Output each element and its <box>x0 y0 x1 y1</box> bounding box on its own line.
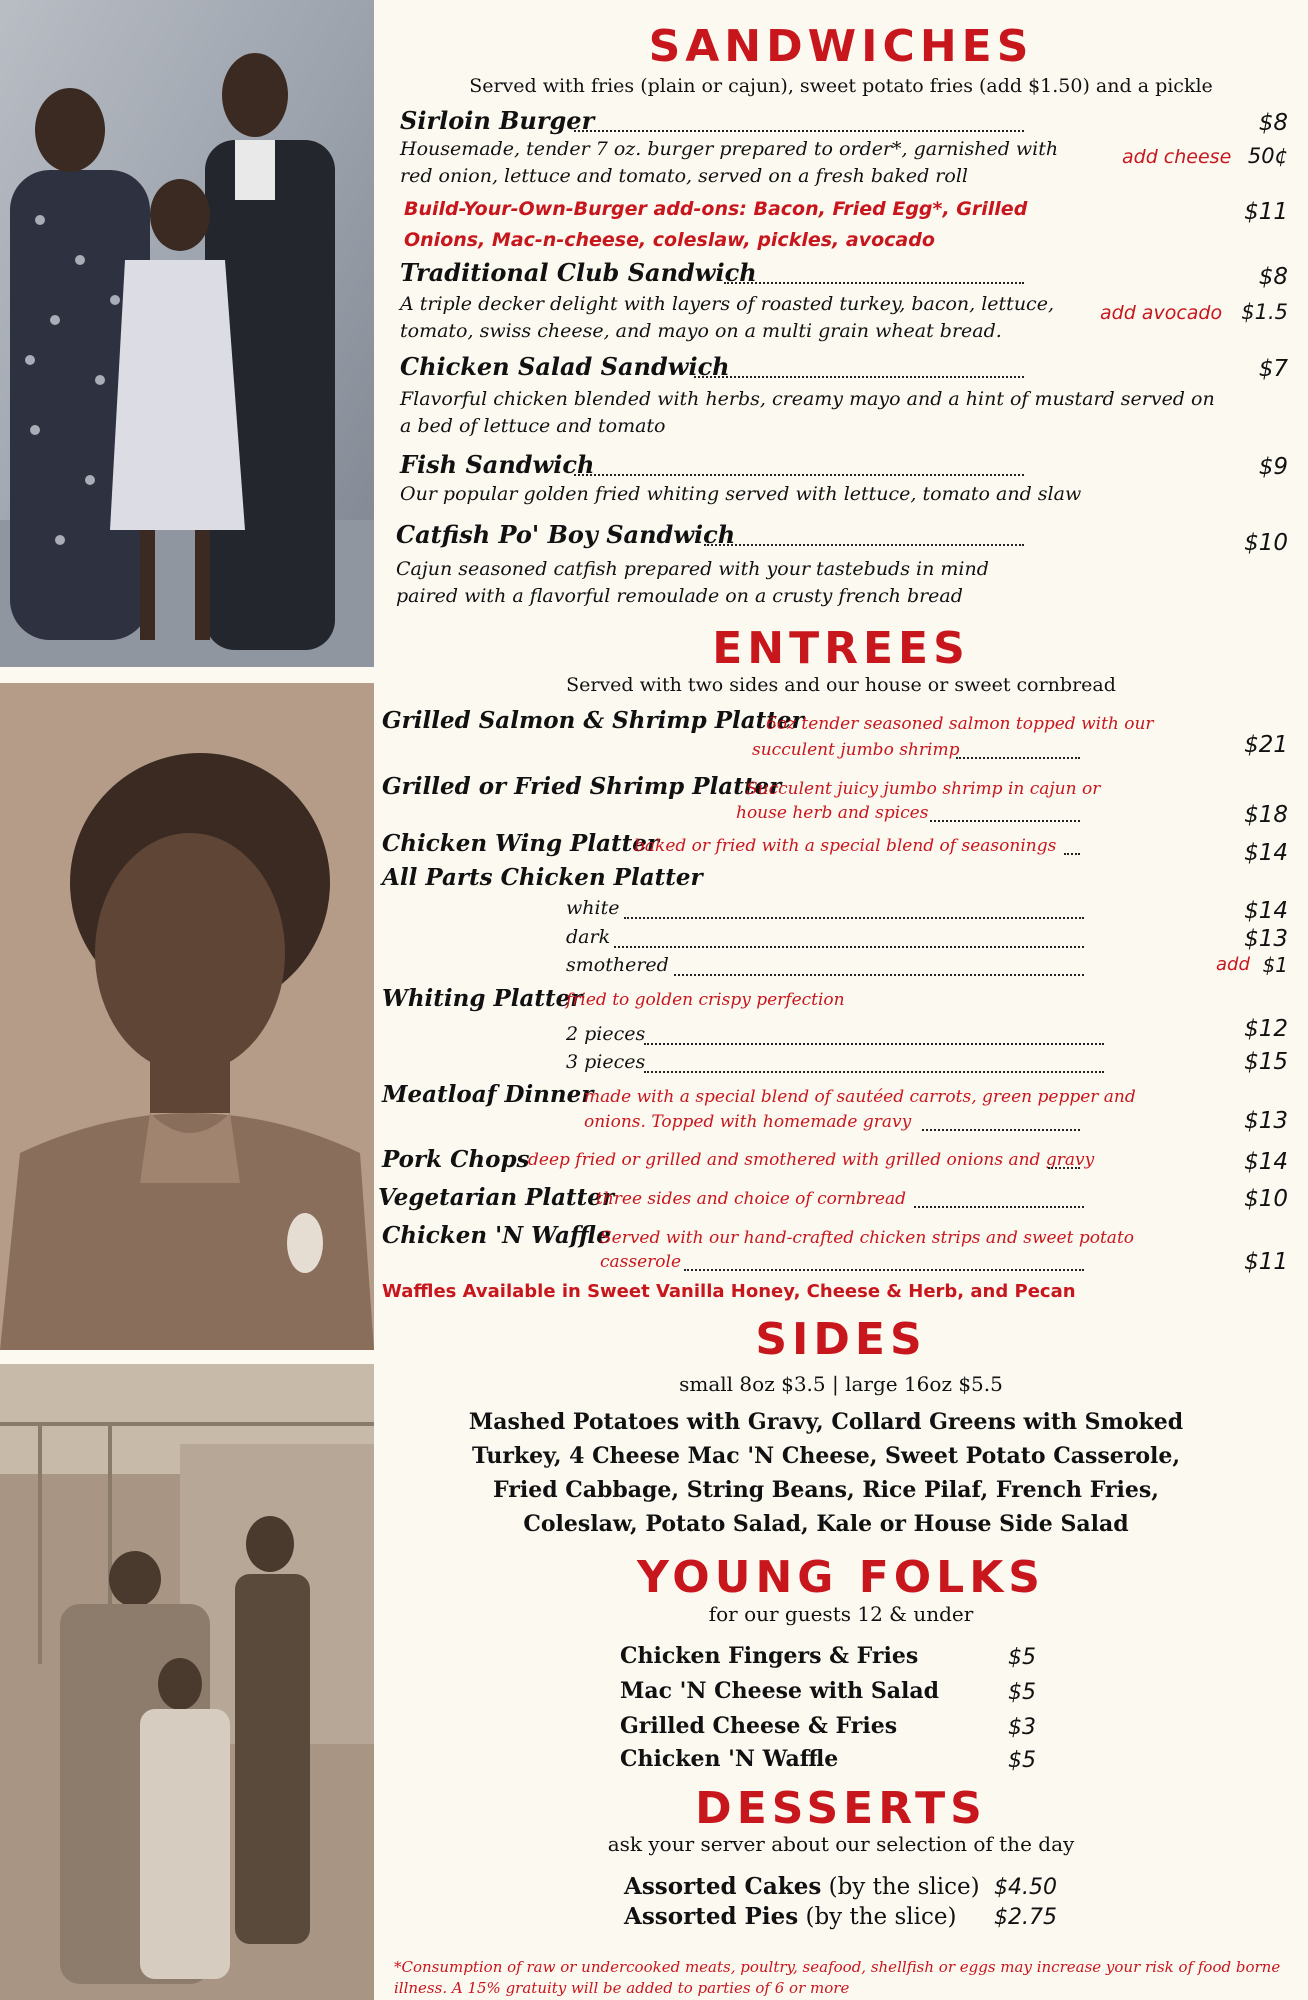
pork-chops-price: $14 <box>1244 1149 1288 1175</box>
salmon-shrimp-desc: 6oz tender seasoned salmon topped with our <box>766 714 1154 734</box>
desserts-subtitle: ask your server about our selection of the day <box>607 1832 1075 1856</box>
sandwiches-subtitle: Served with fries (plain or cajun), sweet potato fries (add $1.50) and a pickle <box>469 75 1213 97</box>
young-folks-subtitle: for our guests 12 & under <box>708 1602 974 1626</box>
chicken-waffle-desc: Served with our hand-crafted chicken strips and sweet potato <box>600 1228 1135 1248</box>
chicken-salad-desc: Flavorful chicken blended with herbs, creamy mayo and a hint of mustard served on a bed of lettuce and tomato <box>400 388 1215 437</box>
salmon-shrimp-desc-2: succulent jumbo shrimp <box>752 740 960 760</box>
three-pieces-option: 3 pieces <box>566 1051 646 1073</box>
leader-dots <box>922 1129 1080 1131</box>
couple-photo <box>0 1364 374 2000</box>
dessert-item <box>624 1873 980 1900</box>
white-option: white <box>566 897 620 919</box>
white-price: $14 <box>1244 898 1288 924</box>
meatloaf-desc: made with a special blend of sautéed carrots, green pepper and <box>584 1087 1136 1107</box>
whiting-platter-name: Whiting Platter <box>382 985 583 1012</box>
family-photo <box>0 0 374 667</box>
whiting-platter-desc: fried to golden crispy perfection <box>566 990 845 1010</box>
chicken-wing-price: $14 <box>1244 840 1288 866</box>
two-pieces-price: $12 <box>1244 1016 1288 1042</box>
chicken-waffle-desc-2: casserole <box>600 1252 682 1272</box>
dark-option: dark <box>566 926 611 948</box>
salmon-shrimp-price: $21 <box>1244 732 1288 758</box>
young-folks-title: YOUNG FOLKS <box>637 1552 1045 1603</box>
smothered-option: smothered <box>566 954 669 976</box>
dessert-note: (by the slice) <box>805 1904 957 1930</box>
dark-price: $13 <box>1244 926 1288 952</box>
sides-title: SIDES <box>755 1314 927 1365</box>
kids-item-price: $5 <box>1008 1645 1036 1670</box>
leader-dots <box>1048 1167 1080 1169</box>
entrees-title: ENTREES <box>712 623 970 674</box>
leader-dots <box>674 974 1084 976</box>
add-avocado-label: add avocado <box>1100 302 1223 324</box>
leader-dots <box>724 282 1024 284</box>
vegetarian-platter-price: $10 <box>1244 1186 1288 1212</box>
shrimp-platter-name: Grilled or Fried Shrimp Platter <box>382 773 782 800</box>
meatloaf-desc-2: onions. Topped with homemade gravy <box>584 1112 912 1132</box>
leader-dots <box>684 1269 1084 1271</box>
chicken-wing-desc: baked or fried with a special blend of seasonings <box>634 836 1057 856</box>
fish-sandwich-name: Fish Sandwich <box>400 450 595 479</box>
chicken-salad-name: Chicken Salad Sandwich <box>400 352 730 381</box>
shrimp-platter-desc: Succulent juicy jumbo shrimp in cajun or <box>746 779 1101 799</box>
fish-sandwich-desc: Our popular golden fried whiting served with lettuce, tomato and slaw <box>400 483 1082 505</box>
leader-dots <box>644 1043 1104 1045</box>
vegetarian-platter-name: Vegetarian Platter <box>378 1184 615 1211</box>
kids-item-price: $3 <box>1008 1715 1036 1740</box>
sandwiches-title: SANDWICHES <box>648 21 1034 72</box>
kids-item-name: Grilled Cheese & Fries <box>620 1713 898 1739</box>
dessert-name: Assorted Cakes <box>624 1873 822 1900</box>
sides-list: Mashed Potatoes with Gravy, Collard Greens with Smoked Turkey, 4 Cheese Mac 'N Cheese, Sweet Potato Casserole, Fried Cabbage, String Beans, Rice Pilaf, French Fries, Coleslaw, Potato Salad, Kale or House Side Salad <box>468 1409 1184 1537</box>
sirloin-burger-name: Sirloin Burger <box>400 106 595 135</box>
desserts-title: DESSERTS <box>695 1783 987 1834</box>
footnote: *Consumption of raw or undercooked meats, poultry, seafood, shellfish or eggs may increase your risk of food borne illness. A 15% gratuity will be added to parties of 6 or more <box>394 1958 1281 1997</box>
kids-item-name: Chicken Fingers & Fries <box>620 1643 919 1669</box>
meatloaf-price: $13 <box>1244 1108 1288 1134</box>
catfish-poboy-price: $10 <box>1244 530 1288 556</box>
kids-item-name: Mac 'N Cheese with Salad <box>620 1678 939 1704</box>
leader-dots <box>694 376 1024 378</box>
leader-dots <box>914 1206 1084 1208</box>
add-cheese-label: add cheese <box>1122 146 1232 168</box>
leader-dots <box>1064 853 1080 855</box>
chicken-waffle-name: Chicken 'N Waffle <box>382 1222 611 1249</box>
dessert-note: (by the slice) <box>828 1874 980 1900</box>
sirloin-burger-price: $8 <box>1258 110 1288 136</box>
leader-dots <box>956 757 1080 759</box>
kids-item-price: $5 <box>1008 1680 1036 1705</box>
meatloaf-name: Meatloaf Dinner <box>382 1081 594 1108</box>
chicken-salad-price: $7 <box>1258 356 1288 382</box>
catfish-poboy-name: Catfish Po' Boy Sandwich <box>396 520 736 549</box>
pork-chops-name: Pork Chops <box>382 1146 530 1173</box>
pork-chops-desc: deep fried or grilled and smothered with grilled onions and gravy <box>528 1150 1095 1170</box>
dessert-price: $4.50 <box>994 1875 1057 1900</box>
club-sandwich-desc: A triple decker delight with layers of roasted turkey, bacon, lettuce, tomato, swiss cheese, and mayo on a multi grain wheat bread. <box>400 293 1054 342</box>
sirloin-burger-desc: Housemade, tender 7 oz. burger prepared to order*, garnished with red onion, lettuce and tomato, served on a fresh baked roll <box>400 138 1059 187</box>
all-parts-chicken-name: All Parts Chicken Platter <box>382 864 703 891</box>
add-cheese-price: 50¢ <box>1247 144 1288 168</box>
vegetarian-platter-desc: three sides and choice of cornbread <box>596 1189 907 1209</box>
entrees-subtitle: Served with two sides and our house or sweet cornbread <box>566 674 1116 696</box>
chicken-wing-name: Chicken Wing Platter <box>382 830 659 857</box>
add-avocado-price: $1.5 <box>1241 300 1288 324</box>
kids-item-price: $5 <box>1008 1748 1036 1773</box>
catfish-poboy-desc: Cajun seasoned catfish prepared with your tastebuds in mind paired with a flavorful remoulade on a crusty french bread <box>396 558 989 607</box>
chicken-waffle-price: $11 <box>1244 1249 1288 1275</box>
leader-dots <box>624 917 1084 919</box>
dessert-price: $2.75 <box>994 1905 1057 1930</box>
shrimp-platter-price: $18 <box>1244 802 1288 828</box>
byo-burger-addons: Build-Your-Own-Burger add-ons: Bacon, Fried Egg*, Grilled Onions, Mac-n-cheese, coleslaw, pickles, avocado <box>404 198 1028 251</box>
smothered-price: $1 <box>1262 953 1288 977</box>
shrimp-platter-desc-2: house herb and spices <box>736 803 929 823</box>
dessert-name: Assorted Pies <box>624 1903 799 1930</box>
leader-dots <box>704 544 1024 546</box>
leader-dots <box>574 130 1024 132</box>
dessert-item <box>624 1903 956 1930</box>
salmon-shrimp-name: Grilled Salmon & Shrimp Platter <box>382 707 804 734</box>
leader-dots <box>930 820 1080 822</box>
fish-sandwich-price: $9 <box>1258 454 1288 480</box>
waffle-flavors-note: Waffles Available in Sweet Vanilla Honey, Cheese & Herb, and Pecan <box>382 1281 1076 1302</box>
sides-subtitle: small 8oz $3.5 | large 16oz $5.5 <box>679 1372 1003 1396</box>
two-pieces-option: 2 pieces <box>566 1023 646 1045</box>
club-sandwich-name: Traditional Club Sandwich <box>400 258 757 287</box>
smothered-add-label: add <box>1216 954 1250 975</box>
leader-dots <box>614 946 1084 948</box>
leader-dots <box>574 474 1024 476</box>
byo-burger-price: $11 <box>1244 199 1288 225</box>
kids-item-name: Chicken 'N Waffle <box>620 1746 839 1772</box>
menu-content <box>374 0 1308 2000</box>
club-sandwich-price: $8 <box>1258 264 1288 290</box>
leader-dots <box>644 1071 1104 1073</box>
three-pieces-price: $15 <box>1244 1049 1288 1075</box>
girl-portrait-photo <box>0 683 374 1350</box>
